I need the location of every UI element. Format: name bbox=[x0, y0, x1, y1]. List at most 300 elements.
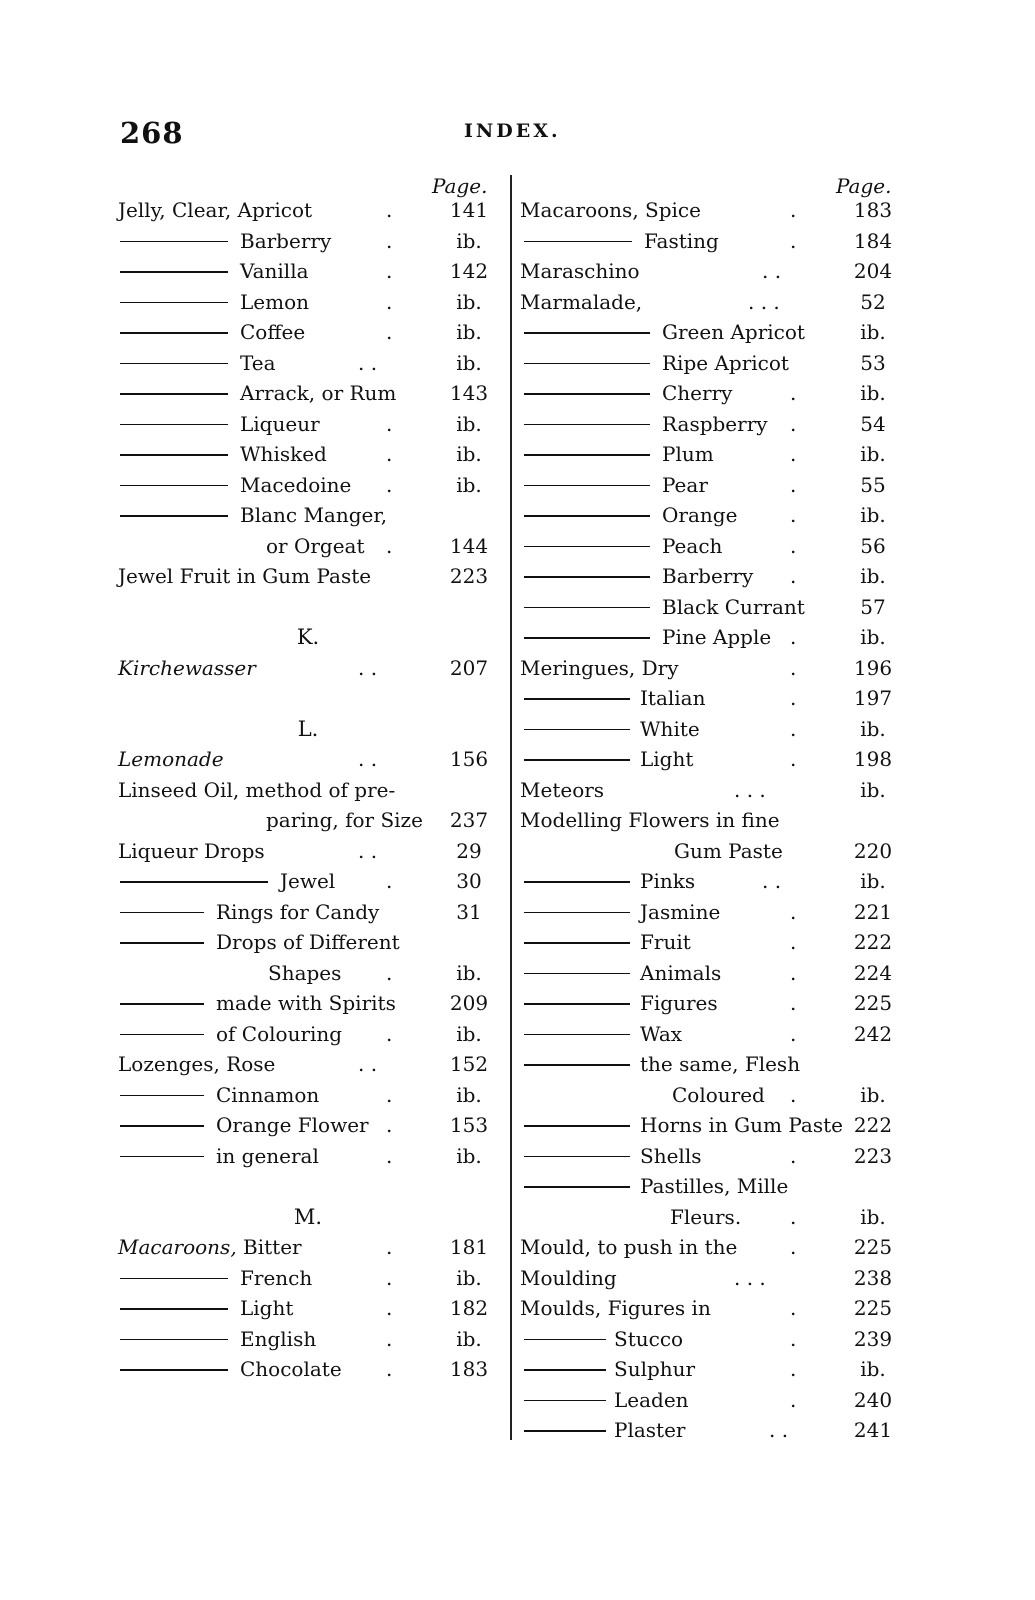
entry-label: Barberry bbox=[662, 564, 754, 588]
index-entry bbox=[520, 1019, 900, 1050]
page-ref: 29 bbox=[456, 838, 482, 863]
entry-label: Moulding bbox=[520, 1265, 617, 1290]
leader-dots: . bbox=[386, 1357, 393, 1381]
index-entry bbox=[520, 1202, 900, 1233]
repeat-dash bbox=[120, 241, 228, 243]
entry-label: Pinks bbox=[640, 869, 696, 893]
leader-dots: . . bbox=[762, 869, 782, 893]
entry-label: Tea bbox=[240, 350, 276, 375]
page-ref: 182 bbox=[449, 1296, 489, 1320]
page-ref: 223 bbox=[853, 1143, 893, 1168]
right-page-column-header: Page. bbox=[836, 174, 892, 198]
page-ref: ib. bbox=[860, 503, 886, 527]
blank-line bbox=[118, 592, 498, 623]
repeat-dash bbox=[524, 332, 650, 334]
index-entry bbox=[520, 195, 900, 226]
index-entry bbox=[118, 1049, 498, 1080]
page-ref: 144 bbox=[449, 533, 489, 558]
entry-label: Coffee bbox=[240, 320, 306, 344]
page-ref: 142 bbox=[449, 259, 489, 283]
index-entry bbox=[520, 1049, 900, 1080]
entry-label: in general bbox=[216, 1143, 319, 1168]
page-ref: 156 bbox=[449, 747, 489, 771]
entry-label: Vanilla bbox=[240, 259, 309, 283]
page-ref: 198 bbox=[853, 747, 893, 771]
index-entry bbox=[118, 226, 498, 257]
entry-label: Pastilles, Mille bbox=[640, 1174, 789, 1198]
repeat-dash bbox=[524, 424, 650, 426]
page-ref: 222 bbox=[853, 930, 893, 954]
page-ref: ib. bbox=[456, 1021, 482, 1046]
page-ref: ib. bbox=[456, 1265, 482, 1290]
page-ref: 225 bbox=[853, 991, 893, 1015]
repeat-dash bbox=[524, 1125, 630, 1127]
entry-label: Lozenges, Rose bbox=[118, 1052, 276, 1076]
index-entry bbox=[118, 1110, 498, 1141]
page-ref: ib. bbox=[456, 320, 482, 344]
index-entry bbox=[520, 958, 900, 989]
page-ref: 207 bbox=[449, 655, 489, 680]
entry-label: Arrack, or Rum bbox=[240, 381, 397, 405]
page-ref: 241 bbox=[853, 1418, 893, 1442]
entry-label bbox=[118, 1232, 302, 1263]
page-ref: 54 bbox=[860, 411, 886, 436]
entry-label: Shapes bbox=[268, 960, 342, 985]
entry-label: Jasmine bbox=[640, 899, 721, 924]
entry-label: Jewel bbox=[280, 869, 336, 893]
repeat-dash bbox=[120, 1369, 228, 1371]
leader-dots: . bbox=[386, 1143, 393, 1168]
index-entry bbox=[118, 1019, 498, 1050]
leader-dots: . . bbox=[762, 259, 782, 283]
page-ref: ib. bbox=[456, 1082, 482, 1107]
leader-dots: . bbox=[790, 716, 797, 741]
page-ref: 57 bbox=[860, 594, 886, 619]
repeat-dash bbox=[524, 1003, 630, 1005]
page-ref: ib. bbox=[860, 320, 886, 344]
entry-label: Ripe Apricot bbox=[662, 350, 789, 375]
entry-label: French bbox=[240, 1265, 313, 1290]
entry-label: Animals bbox=[640, 960, 722, 985]
page-ref: 184 bbox=[853, 228, 893, 253]
page-ref: ib. bbox=[860, 716, 886, 741]
leader-dots: . bbox=[790, 1235, 797, 1259]
index-entry bbox=[520, 531, 900, 562]
entry-label: Fleurs. bbox=[670, 1204, 742, 1229]
repeat-dash bbox=[524, 393, 650, 395]
entry-label: Peach bbox=[662, 533, 723, 558]
index-entry bbox=[520, 317, 900, 348]
repeat-dash bbox=[120, 1308, 228, 1310]
repeat-dash bbox=[524, 637, 650, 639]
repeat-dash bbox=[120, 912, 204, 914]
repeat-dash bbox=[524, 759, 630, 761]
repeat-dash bbox=[120, 1156, 204, 1158]
index-entry bbox=[118, 561, 498, 592]
entry-label: Liqueur bbox=[240, 411, 320, 436]
entry-label: Figures bbox=[640, 991, 718, 1015]
entry-label: Stucco bbox=[614, 1326, 684, 1351]
repeat-dash bbox=[524, 1400, 606, 1402]
index-entry bbox=[520, 683, 900, 714]
entry-label: or Orgeat bbox=[266, 533, 365, 558]
leader-dots: . bbox=[790, 472, 797, 497]
page-ref: 204 bbox=[853, 259, 893, 283]
entry-label: Light bbox=[240, 1296, 294, 1320]
page-ref: 209 bbox=[449, 991, 489, 1015]
entry-label: Whisked bbox=[240, 442, 327, 466]
index-entry bbox=[118, 1354, 498, 1385]
page-ref: 222 bbox=[853, 1113, 893, 1137]
page-ref: 31 bbox=[456, 899, 482, 924]
repeat-dash bbox=[524, 1369, 606, 1371]
page-ref: ib. bbox=[860, 869, 886, 893]
entry-label: Rings for Candy bbox=[216, 899, 380, 924]
entry-label: Cinnamon bbox=[216, 1082, 320, 1107]
left-page-column-header: Page. bbox=[432, 174, 488, 198]
page-ref: ib. bbox=[456, 289, 482, 314]
index-entry bbox=[118, 866, 498, 897]
leader-dots: . bbox=[386, 1326, 393, 1351]
leader-dots: . bbox=[790, 930, 797, 954]
leader-dots: . bbox=[790, 533, 797, 558]
index-entry bbox=[520, 1141, 900, 1172]
repeat-dash bbox=[524, 241, 632, 243]
entry-label: Plum bbox=[662, 442, 714, 466]
index-entry bbox=[118, 348, 498, 379]
entry-label: Lemon bbox=[240, 289, 310, 314]
leader-dots: . bbox=[386, 1235, 393, 1259]
repeat-dash bbox=[524, 1156, 630, 1158]
repeat-dash bbox=[524, 1430, 606, 1432]
leader-dots: . bbox=[790, 1326, 797, 1351]
index-entry bbox=[118, 744, 498, 775]
repeat-dash bbox=[120, 1125, 204, 1127]
index-entry bbox=[118, 1141, 498, 1172]
entry-label: Black Currant bbox=[662, 594, 805, 619]
leader-dots: . bbox=[386, 1021, 393, 1046]
page-ref: 224 bbox=[853, 960, 893, 985]
index-entry bbox=[118, 775, 498, 806]
page-ref: 197 bbox=[853, 686, 893, 710]
leader-dots: . bbox=[790, 228, 797, 253]
section-letter: M. bbox=[293, 1204, 323, 1229]
leader-dots: . bbox=[790, 625, 797, 649]
repeat-dash bbox=[524, 912, 630, 914]
page-number: 268 bbox=[120, 116, 184, 150]
page-ref: ib. bbox=[860, 1204, 886, 1229]
page-ref: ib. bbox=[456, 960, 482, 985]
page-ref: ib. bbox=[860, 777, 886, 802]
entry-label: Kirchewasser bbox=[118, 655, 256, 680]
leader-dots: . . . bbox=[748, 289, 780, 314]
page-ref: 56 bbox=[860, 533, 886, 558]
entry-label: Moulds, Figures in bbox=[520, 1296, 711, 1320]
leader-dots: . bbox=[790, 899, 797, 924]
leader-dots: . bbox=[790, 198, 797, 222]
page-ref: 196 bbox=[853, 655, 893, 680]
index-entry bbox=[520, 1293, 900, 1324]
index-entry bbox=[520, 744, 900, 775]
index-entry bbox=[520, 409, 900, 440]
leader-dots: . bbox=[386, 533, 393, 558]
page-ref: ib. bbox=[860, 625, 886, 649]
page-ref: 240 bbox=[853, 1387, 893, 1412]
index-entry bbox=[520, 226, 900, 257]
repeat-dash bbox=[524, 454, 650, 456]
column-rule bbox=[510, 175, 512, 1440]
repeat-dash bbox=[120, 454, 228, 456]
index-entry bbox=[520, 805, 900, 836]
index-entry bbox=[118, 439, 498, 470]
entry-label: Pine Apple bbox=[662, 625, 772, 649]
page-ref: 183 bbox=[449, 1357, 489, 1381]
entry-label: Barberry bbox=[240, 228, 332, 253]
entry-label: Leaden bbox=[614, 1387, 689, 1412]
index-entry bbox=[118, 897, 498, 928]
repeat-dash bbox=[524, 973, 630, 975]
index-entry bbox=[520, 500, 900, 531]
repeat-dash bbox=[524, 1186, 630, 1188]
leader-dots: . bbox=[386, 198, 393, 222]
repeat-dash bbox=[524, 1034, 630, 1036]
entry-head-italic: Macaroons, bbox=[118, 1235, 237, 1259]
leader-dots: . bbox=[790, 442, 797, 466]
leader-dots: . . bbox=[358, 747, 378, 771]
entry-label: made with Spirits bbox=[216, 991, 396, 1015]
index-entry bbox=[520, 836, 900, 867]
index-entry bbox=[520, 256, 900, 287]
repeat-dash bbox=[524, 485, 650, 487]
leader-dots: . . . bbox=[734, 1265, 766, 1290]
index-entry bbox=[520, 1415, 900, 1446]
index-entry bbox=[520, 988, 900, 1019]
index-entry bbox=[118, 256, 498, 287]
index-entry bbox=[118, 1324, 498, 1355]
repeat-dash bbox=[524, 546, 650, 548]
entry-label: the same, Flesh bbox=[640, 1052, 801, 1076]
index-column-left bbox=[118, 195, 498, 1385]
page-ref: 181 bbox=[449, 1235, 489, 1259]
page-ref: ib. bbox=[456, 228, 482, 253]
blank-line bbox=[118, 1171, 498, 1202]
entry-label: Macaroons, Spice bbox=[520, 198, 701, 222]
entry-label: Green Apricot bbox=[662, 320, 805, 344]
index-entry bbox=[520, 775, 900, 806]
index-entry bbox=[118, 531, 498, 562]
entry-label: Blanc Manger, bbox=[240, 503, 388, 527]
index-entry bbox=[118, 470, 498, 501]
repeat-dash bbox=[120, 485, 228, 487]
page-ref: 220 bbox=[853, 838, 893, 863]
page-ref: 53 bbox=[860, 350, 886, 375]
repeat-dash bbox=[120, 881, 268, 883]
index-entry bbox=[520, 1232, 900, 1263]
entry-label: Pear bbox=[662, 472, 708, 497]
page-ref: 221 bbox=[853, 899, 893, 924]
repeat-dash bbox=[120, 363, 228, 365]
entry-label: Light bbox=[640, 747, 694, 771]
index-entry bbox=[520, 897, 900, 928]
repeat-dash bbox=[524, 515, 650, 517]
leader-dots: . bbox=[790, 1143, 797, 1168]
leader-dots: . bbox=[386, 228, 393, 253]
index-entry bbox=[118, 1080, 498, 1111]
index-entry bbox=[118, 927, 498, 958]
index-entry bbox=[118, 195, 498, 226]
entry-label: Sulphur bbox=[614, 1357, 696, 1381]
index-entry bbox=[520, 1110, 900, 1141]
page-ref: ib. bbox=[456, 1326, 482, 1351]
index-entry bbox=[520, 927, 900, 958]
page-ref: ib. bbox=[860, 1357, 886, 1381]
section-letter: L. bbox=[297, 716, 319, 741]
repeat-dash bbox=[120, 302, 228, 304]
entry-label: Jewel Fruit in Gum Paste bbox=[118, 564, 372, 588]
repeat-dash bbox=[120, 424, 228, 426]
page-ref: 237 bbox=[449, 808, 489, 832]
page-ref: ib. bbox=[860, 564, 886, 588]
entry-label: Orange Flower bbox=[216, 1113, 369, 1137]
index-entry bbox=[118, 1232, 498, 1263]
page-ref: ib. bbox=[456, 1143, 482, 1168]
leader-dots: . bbox=[386, 442, 393, 466]
index-entry bbox=[118, 1293, 498, 1324]
index-entry bbox=[118, 1263, 498, 1294]
leader-dots: . bbox=[790, 1021, 797, 1046]
index-entry bbox=[520, 378, 900, 409]
entry-label: Plaster bbox=[614, 1418, 686, 1442]
index-entry bbox=[118, 500, 498, 531]
leader-dots: . bbox=[790, 411, 797, 436]
page-ref: 55 bbox=[860, 472, 886, 497]
page-ref: ib. bbox=[860, 1082, 886, 1107]
leader-dots: . . bbox=[358, 838, 378, 863]
index-entry bbox=[118, 958, 498, 989]
entry-label: Linseed Oil, method of pre- bbox=[118, 777, 396, 802]
index-entry bbox=[520, 622, 900, 653]
index-entry bbox=[118, 653, 498, 684]
entry-label: Raspberry bbox=[662, 411, 768, 436]
index-entry bbox=[520, 348, 900, 379]
entry-label-text: Bitter bbox=[236, 1235, 302, 1259]
page-ref: 183 bbox=[853, 198, 893, 222]
leader-dots: . bbox=[790, 564, 797, 588]
entry-label: Horns in Gum Paste bbox=[640, 1113, 843, 1137]
page-ref: ib. bbox=[456, 350, 482, 375]
repeat-dash bbox=[524, 576, 650, 578]
index-entry bbox=[520, 287, 900, 318]
page-ref: ib. bbox=[456, 442, 482, 466]
leader-dots: . bbox=[790, 747, 797, 771]
repeat-dash bbox=[524, 942, 630, 944]
index-entry bbox=[520, 592, 900, 623]
leader-dots: . bbox=[790, 686, 797, 710]
index-entry bbox=[520, 1324, 900, 1355]
index-entry bbox=[520, 561, 900, 592]
repeat-dash bbox=[524, 1339, 606, 1341]
page-ref: 225 bbox=[853, 1235, 893, 1259]
leader-dots: . bbox=[386, 259, 393, 283]
entry-label: Italian bbox=[640, 686, 706, 710]
leader-dots: . bbox=[790, 1296, 797, 1320]
leader-dots: . . bbox=[358, 1052, 378, 1076]
entry-label: Fasting bbox=[644, 228, 719, 253]
leader-dots: . bbox=[386, 1296, 393, 1320]
blank-line bbox=[118, 683, 498, 714]
index-entry bbox=[118, 378, 498, 409]
entry-label: Drops of Different bbox=[216, 930, 400, 954]
repeat-dash bbox=[524, 1064, 630, 1066]
leader-dots: . bbox=[386, 320, 393, 344]
entry-label: Lemonade bbox=[118, 747, 224, 771]
page-ref: 141 bbox=[449, 198, 489, 222]
page-ref: ib. bbox=[456, 472, 482, 497]
entry-label: White bbox=[640, 716, 700, 741]
page-ref: 225 bbox=[853, 1296, 893, 1320]
page-ref: 242 bbox=[853, 1021, 893, 1046]
entry-label: English bbox=[240, 1326, 317, 1351]
page-ref: 30 bbox=[456, 869, 482, 893]
entry-label: Mould, to push in the bbox=[520, 1235, 738, 1259]
leader-dots: . bbox=[790, 960, 797, 985]
index-entry bbox=[118, 317, 498, 348]
index-entry bbox=[520, 1171, 900, 1202]
index-entry bbox=[520, 439, 900, 470]
repeat-dash bbox=[524, 881, 630, 883]
entry-label: Meteors bbox=[520, 777, 605, 802]
page-ref: ib. bbox=[860, 381, 886, 405]
repeat-dash bbox=[120, 393, 228, 395]
repeat-dash bbox=[120, 942, 204, 944]
leader-dots: . bbox=[386, 869, 393, 893]
entry-label: Macedoine bbox=[240, 472, 352, 497]
leader-dots: . bbox=[386, 1082, 393, 1107]
leader-dots: . bbox=[790, 1082, 797, 1107]
leader-dots: . bbox=[386, 1265, 393, 1290]
leader-dots: . bbox=[386, 289, 393, 314]
leader-dots: . . bbox=[769, 1418, 789, 1442]
leader-dots: . . . bbox=[734, 777, 766, 802]
leader-dots: . bbox=[790, 1357, 797, 1381]
section-letter: K. bbox=[296, 625, 320, 649]
entry-label: Chocolate bbox=[240, 1357, 342, 1381]
page-ref: 153 bbox=[449, 1113, 489, 1137]
leader-dots: . bbox=[386, 411, 393, 436]
index-entry bbox=[520, 1263, 900, 1294]
leader-dots: . bbox=[790, 1204, 797, 1229]
repeat-dash bbox=[120, 1034, 204, 1036]
entry-label: Shells bbox=[640, 1143, 702, 1168]
page-ref: 152 bbox=[449, 1052, 489, 1076]
page-ref: 238 bbox=[853, 1265, 893, 1290]
index-column-right bbox=[520, 195, 900, 1446]
index-entry bbox=[520, 1385, 900, 1416]
entry-label: Orange bbox=[662, 503, 738, 527]
page-ref: 52 bbox=[860, 289, 886, 314]
index-entry bbox=[118, 287, 498, 318]
leader-dots: . bbox=[790, 655, 797, 680]
page-ref: 239 bbox=[853, 1326, 893, 1351]
index-entry bbox=[520, 1354, 900, 1385]
leader-dots: . bbox=[386, 472, 393, 497]
page-ref: ib. bbox=[456, 411, 482, 436]
leader-dots: . bbox=[386, 1113, 393, 1137]
leader-dots: . bbox=[386, 960, 393, 985]
index-entry bbox=[118, 409, 498, 440]
entry-label: Wax bbox=[640, 1021, 683, 1046]
repeat-dash bbox=[120, 1339, 228, 1341]
